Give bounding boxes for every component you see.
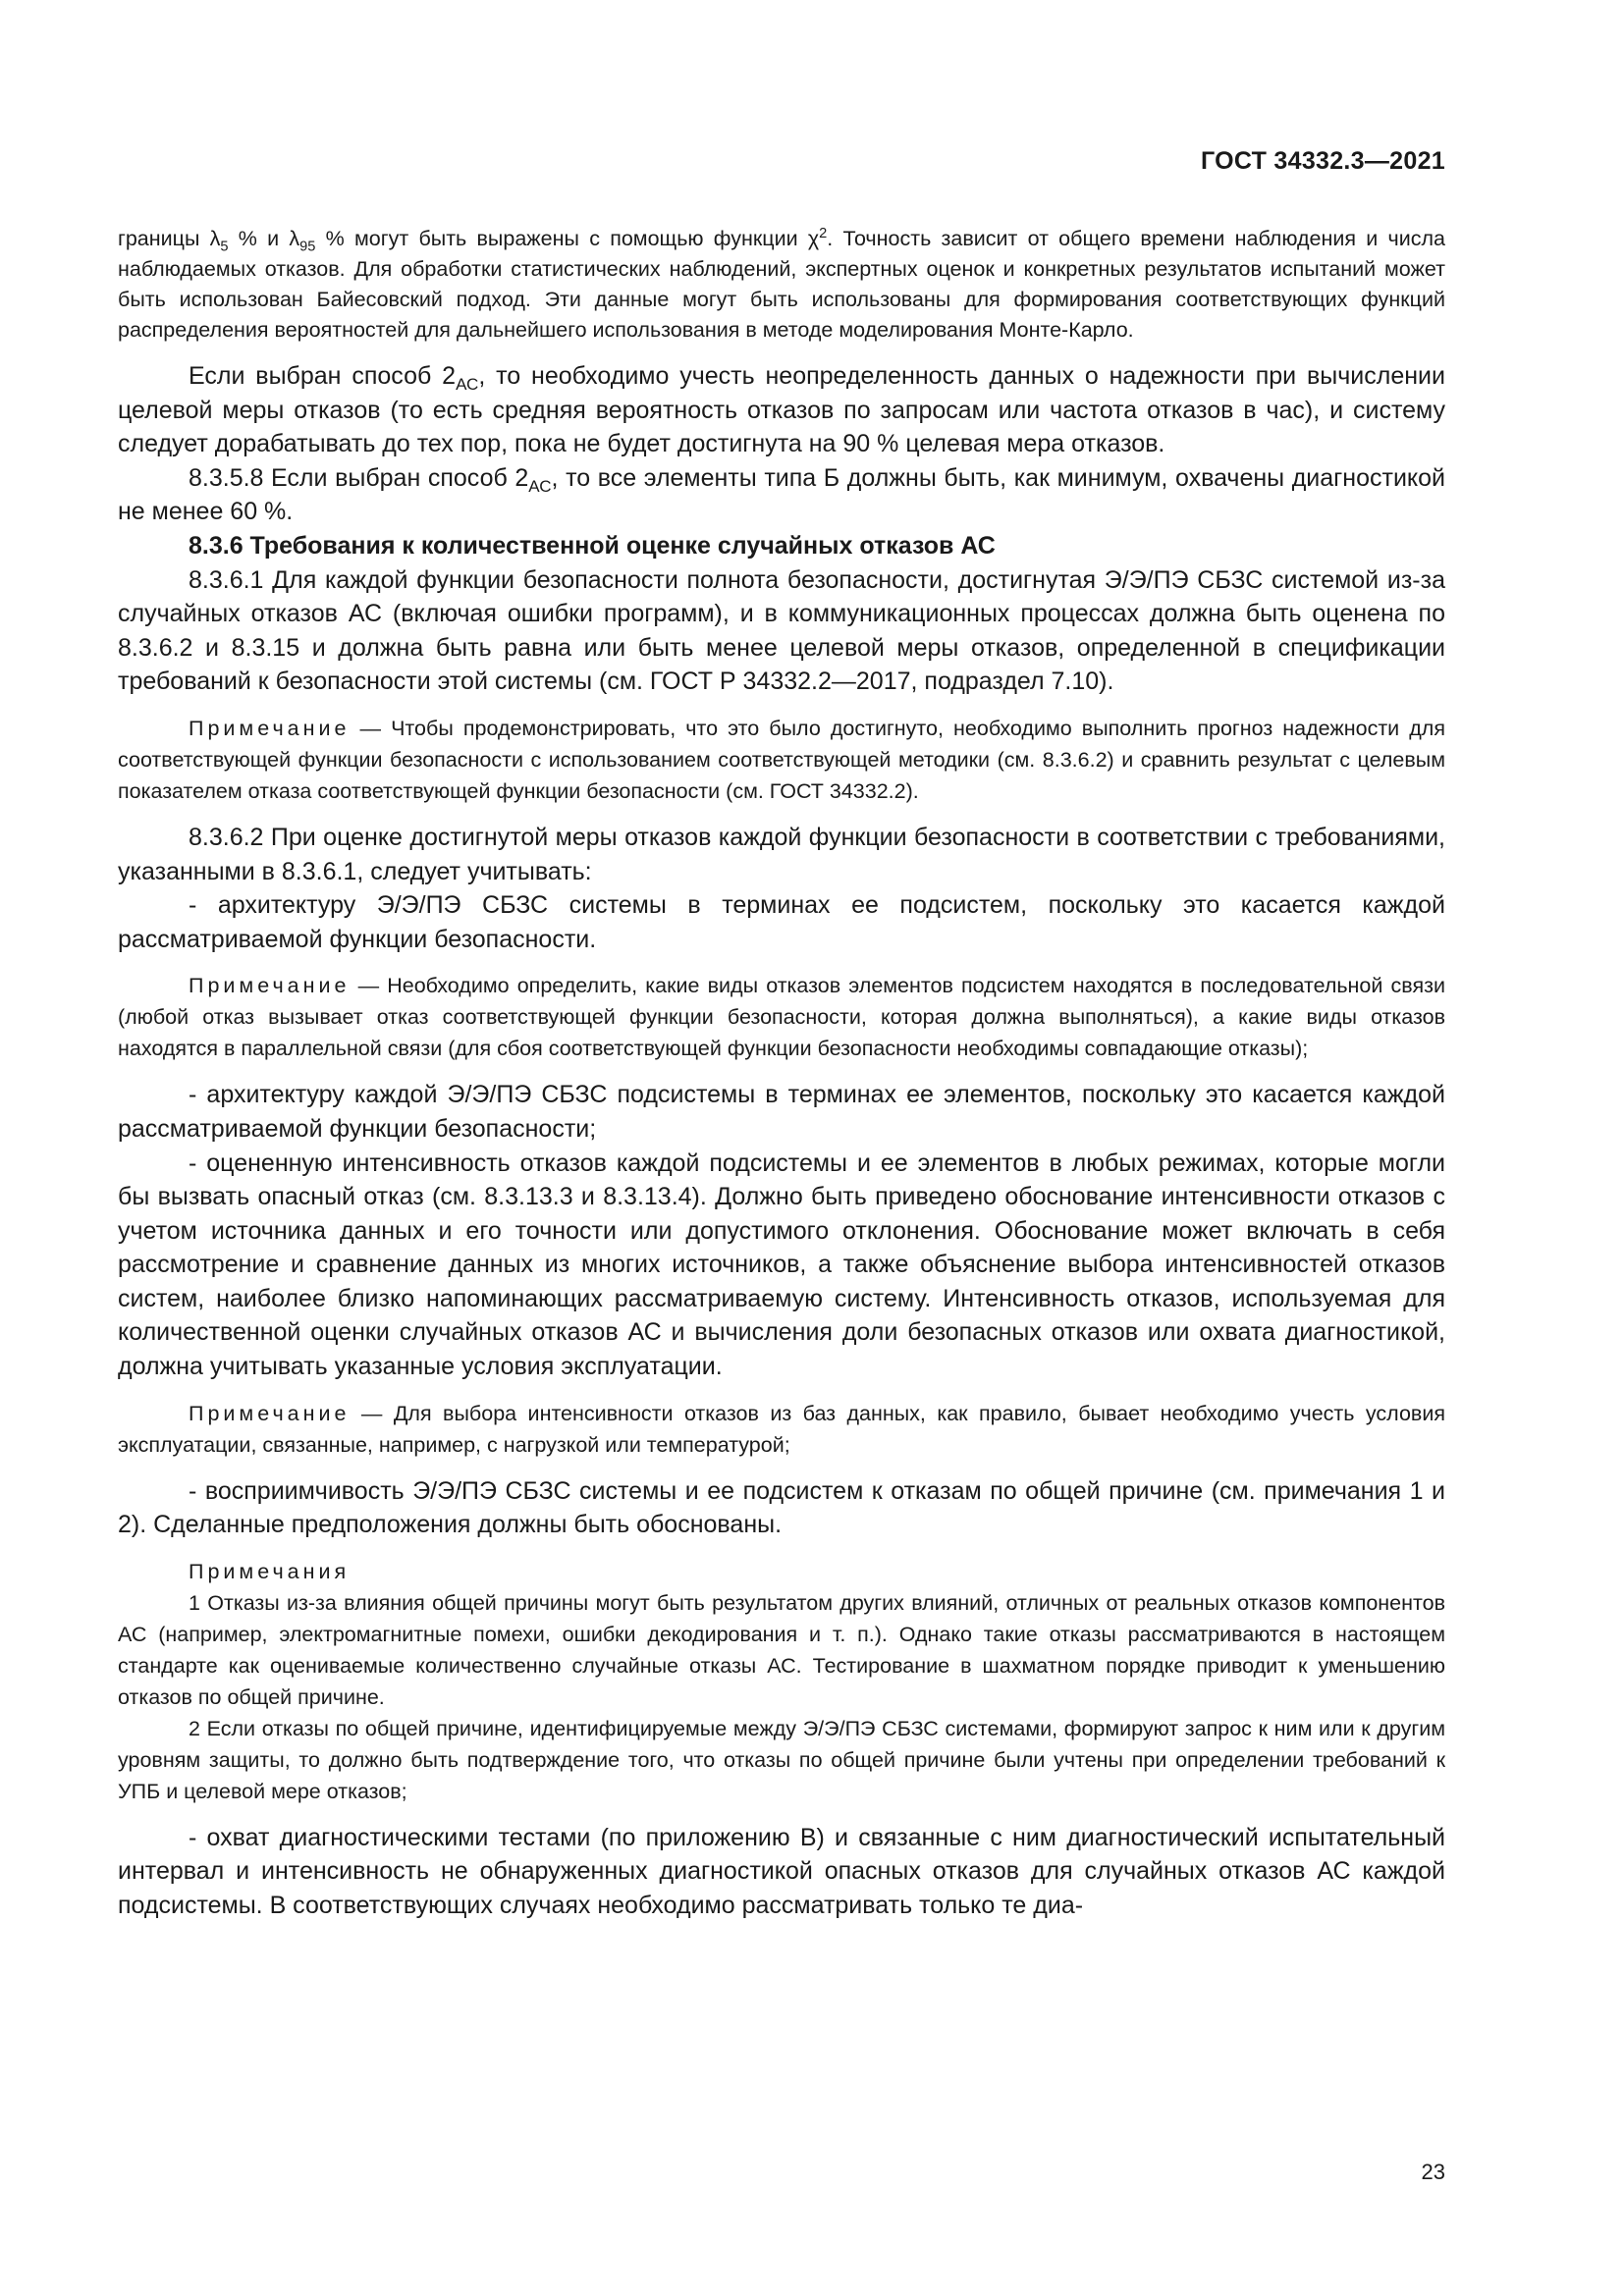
note-1	[118, 713, 1445, 807]
note-text: — Чтобы продемонстрировать, что это было достигнуто, необходимо выполнить прогноз надежности для соответствующей функции безопасности с использованием соответствующей методики (см. 8.3.6.2) и сравнить результат с целевым показателем отказа соответствующей функции безопасности (см. ГОСТ 34332.2).	[118, 716, 1445, 803]
note-3	[118, 1398, 1445, 1461]
list-item-diagnostic-coverage: - охват диагностическими тестами (по приложению В) и связанные с ним диагностический испытательный интервал и интенсивность не обнаруженных диагностикой опасных отказов для случайных отказов АС каждой подсистемы. В соответствующих случаях необходимо рассматривать только те диа-	[118, 1823, 1445, 1920]
note-label: Примечание	[189, 974, 351, 998]
clause-8-3-6-2: 8.3.6.2 При оценке достигнутой меры отказов каждой функции безопасности в соответствии с требованиями, указанными в 8.3.6.1, следует учитывать:	[118, 823, 1445, 885]
paragraph-continuation	[118, 224, 1445, 346]
subscript: АС	[456, 375, 479, 394]
text-run: . Точность зависит от общего времени наблюдения и числа наблюдаемых отказов. Для обработки статистических наблюдений, экспертных оценок и конкретных результатов испытаний может быть использован Байесовский подход. Эти данные могут быть использованы для формирования соответствующих функций распределения вероятностей для дальнейшего использования в методе моделирования Монте-Карло.	[118, 227, 1445, 342]
note-text: — Необходимо определить, какие виды отказов элементов подсистем находятся в последовательной связи (любой отказ вызывает отказ соответствующей функции безопасности, которая должна выполняться), а какие виды отказов находятся в параллельной связи (для сбоя соответствующей функции безопасности необходимы совпадающие отказы);	[118, 974, 1445, 1061]
text-run: , то необходимо учесть неопределенность данных о надежности при вычислении целевой меры отказов (то есть средняя вероятность отказов по запросам или частота отказов в час), и систему следует дорабатывать до тех пор, пока не будет достигнута на 90 % целевая мера отказов.	[118, 362, 1445, 458]
document-header	[118, 147, 1445, 176]
notes-item-1: 1 Отказы из-за влияния общей причины могут быть результатом других влияний, отличных от реальных отказов компонентов АС (например, электромагнитные помехи, ошибки декодирования и т. п.). Однако такие отказы рассматриваются в настоящем стандарте как оцениваемые количественно случайные отказы АС. Тестирование в шахматном порядке приводит к уменьшению отказов по общей причине.	[118, 1590, 1445, 1709]
list-item-failure-rate: - оцененную интенсивность отказов каждой подсистемы и ее элементов в любых режимах, которые могли бы вызвать опасный отказ (см. 8.3.13.3 и 8.3.13.4). Должно быть приведено обоснование интенсивности отказов с учетом источника данных и его точности или допустимого отклонения. Обоснование может включать в себя рассмотрение и сравнение данных из многих источников, а также объяснение выбора интенсивностей отказов систем, наиболее близко напоминающих рассматриваемую систему. Интенсивность отказов, используемая для количественной оценки случайных отказов АС и вычисления доли безопасных отказов или охвата диагностикой, должна учитывать указанные условия эксплуатации.	[118, 1148, 1445, 1381]
text-run: 8.3.5.8 Если выбран способ 2	[189, 463, 529, 492]
text-run: границы λ	[118, 227, 221, 250]
note-label: Примечание	[189, 716, 351, 740]
list-item-architecture-subsystem: - архитектуру каждой Э/Э/ПЭ СБЗС подсистемы в терминах ее элементов, поскольку это касается каждой рассматриваемой функции безопасности;	[118, 1081, 1445, 1143]
list-item-common-cause: - восприимчивость Э/Э/ПЭ СБЗС системы и ее подсистем к отказам по общей причине (см. примечания 1 и 2). Сделанные предположения должны быть обоснованы.	[118, 1476, 1445, 1539]
subscript: 5	[220, 239, 229, 255]
notes-label: Примечания	[189, 1559, 351, 1583]
note-label: Примечание	[189, 1401, 351, 1425]
note-text: — Для выбора интенсивности отказов из баз данных, как правило, бывает необходимо учесть условия эксплуатации, связанные, например, с нагрузкой или температурой;	[118, 1401, 1445, 1457]
text-run: % и λ	[228, 227, 300, 250]
text-run: % могут быть выражены с помощью функции χ	[315, 227, 820, 250]
text-run: Если выбран способ 2	[189, 362, 457, 390]
subscript: АС	[528, 476, 552, 496]
superscript: 2	[819, 225, 828, 241]
notes-item-2: 2 Если отказы по общей причине, идентифицируемые между Э/Э/ПЭ СБЗС системами, формируют запрос к ним или к другим уровням защиты, то должно быть подтверждение того, что отказы по общей причине были учтены при определении требований к УПБ и целевой мере отказов;	[118, 1716, 1445, 1803]
notes-heading	[118, 1556, 1445, 1587]
clause-8-3-5-8	[118, 461, 1445, 529]
list-item-architecture-system: - архитектуру Э/Э/ПЭ СБЗС системы в терминах ее подсистем, поскольку это касается каждой рассматриваемой функции безопасности.	[118, 891, 1445, 953]
section-heading-8-3-6: 8.3.6 Требования к количественной оценке случайных отказов АС	[189, 531, 996, 560]
note-2	[118, 970, 1445, 1064]
page-number: 23	[1421, 2160, 1445, 2184]
text-run: , то все элементы типа Б должны быть, как минимум, охвачены диагностикой не менее 60 %.	[118, 463, 1445, 526]
paragraph-method-2ac	[118, 359, 1445, 461]
standard-code: ГОСТ 34332.3—2021	[1200, 147, 1445, 175]
subscript: 95	[299, 239, 316, 255]
clause-8-3-6-1: 8.3.6.1 Для каждой функции безопасности полнота безопасности, достигнутая Э/Э/ПЭ СБЗС системой из-за случайных отказов АС (включая ошибки программ), и в коммуникационных процессах должна быть оценена по 8.3.6.2 и 8.3.15 и должна быть равна или быть менее целевой меры отказов, определенной в спецификации требований к безопасности этой системы (см. ГОСТ Р 34332.2—2017, подраздел 7.10).	[118, 565, 1445, 696]
document-body	[118, 224, 1445, 1923]
